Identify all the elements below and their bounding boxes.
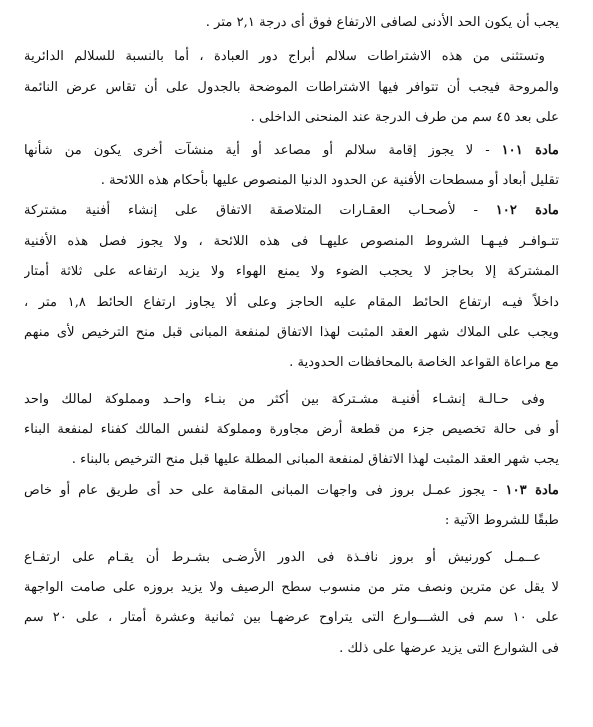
text-line: داخلاً فيـه ارتفاع الحائط المقام عليه الحاجز وعلى ألا يجاوز ارتفاع الحائط ١,٨ متر ، [24,294,559,310]
text-line: المشتركة إلا بحاجز لا يحجب الضوء ولا يمنع الهواء ولا يزيد ارتفاعه على ثلاثة أمتار [24,264,559,280]
text-line [24,196,559,226]
text-line: على بعد ٤٥ سم من طرف الدرجة عند المنحنى الداخلى . [250,110,559,126]
text-line: ويجب على الملاك شهر العقد المثبت لهذا الاتفاق لمنفعة المبانى قبل منح الترخيص لأى منهم [24,324,559,340]
text-line: فى الشوارع التى يزيد عرضها على ذلك . [339,640,559,656]
article-number: مادة ١٠٢ [495,203,559,219]
article-number: مادة ١٠٣ [505,482,559,498]
text-line: على ١٠ سم فى الشـــوارع التى يتراوح عرضهـا بين ثمانية وعشرة أمتار ، على ٢٠ سم [24,610,559,626]
paragraph-p1 [24,8,559,38]
text-line: عــمـل كورنيش أو بروز نافـذة فى الدور الأرضـى بشـرط أن يقـام على ارتفـاع [24,549,541,565]
article-number: مادة ١٠١ [501,142,559,158]
text-line: تتـوافـر فيـهـا الشروط المنصوص عليهـا فى هذه اللائحة ، ولا يجوز فصل هذه الأفنية [24,233,559,249]
line-text: - لأصحـاب العقـارات المتلاصقة الاتفاق على إنشاء أفنية مشتركة [24,203,496,219]
line-text: - لا يجوز إقامة سلالم أو مصاعد أو أية منشآت أخرى يكون من شأنها [24,142,502,158]
text-line: تقليل أبعاد أو مسطحات الأفنية عن الحدود الدنيا المنصوص عليها بأحكام هذه اللائحة . [100,172,559,188]
line-text: - يجوز عمـل بروز فى واجهات المبانى المقامة على حد أى طريق عام أو خاص [24,482,506,498]
text-line [24,476,559,506]
text-line: والمروحة فيجب أن تتوافر فيها الاشتراطات الموضحة بالجدول على أن تقاس عرض النائمة [24,79,559,95]
paragraph-p6 [24,476,559,537]
text-line: وفى حـالـة إنشـاء أفنيـة مشـتركة بين أكثر من بنـاء واحـد ومملوكة لمالك واحد [24,391,545,407]
text-line: لا يقل عن مترين ونصف متر من منسوب سطح الرصيف ولا يزيد بروزه على صامت الواجهة [24,580,559,596]
text-line: يجب أن يكون الحد الأدنى لصافى الارتفاع فوق أى درجة ٢,١ متر . [205,15,559,30]
text-line: مع مراعاة القواعد الخاصة بالمحافظات الحدودية . [289,355,559,371]
text-line: وتستثنى من هذه الاشتراطات سلالم أبراج دور العبادة ، أما بالنسبة للسلالم الدائرية [24,49,545,65]
paragraph-p3 [24,136,559,197]
paragraph-p5 [24,385,559,476]
text-line: طبقًا للشروط الآتية : [444,513,559,529]
text-line: يجب شهر العقد المثبت لهذا الاتفاق لمنفعة المبانى المطلة عليها قبل منح الترخيص بالبناء . [71,452,559,468]
text-line [24,136,559,166]
paragraph-p4 [24,196,559,378]
paragraph-p7 [24,543,559,665]
text-line: أو فى حالة تخصيص جزء من قطعة أرض مجاورة ومملوكة لنفس المالك كفناء لمنفعة البناء [24,422,559,438]
paragraph-p2 [24,42,559,133]
